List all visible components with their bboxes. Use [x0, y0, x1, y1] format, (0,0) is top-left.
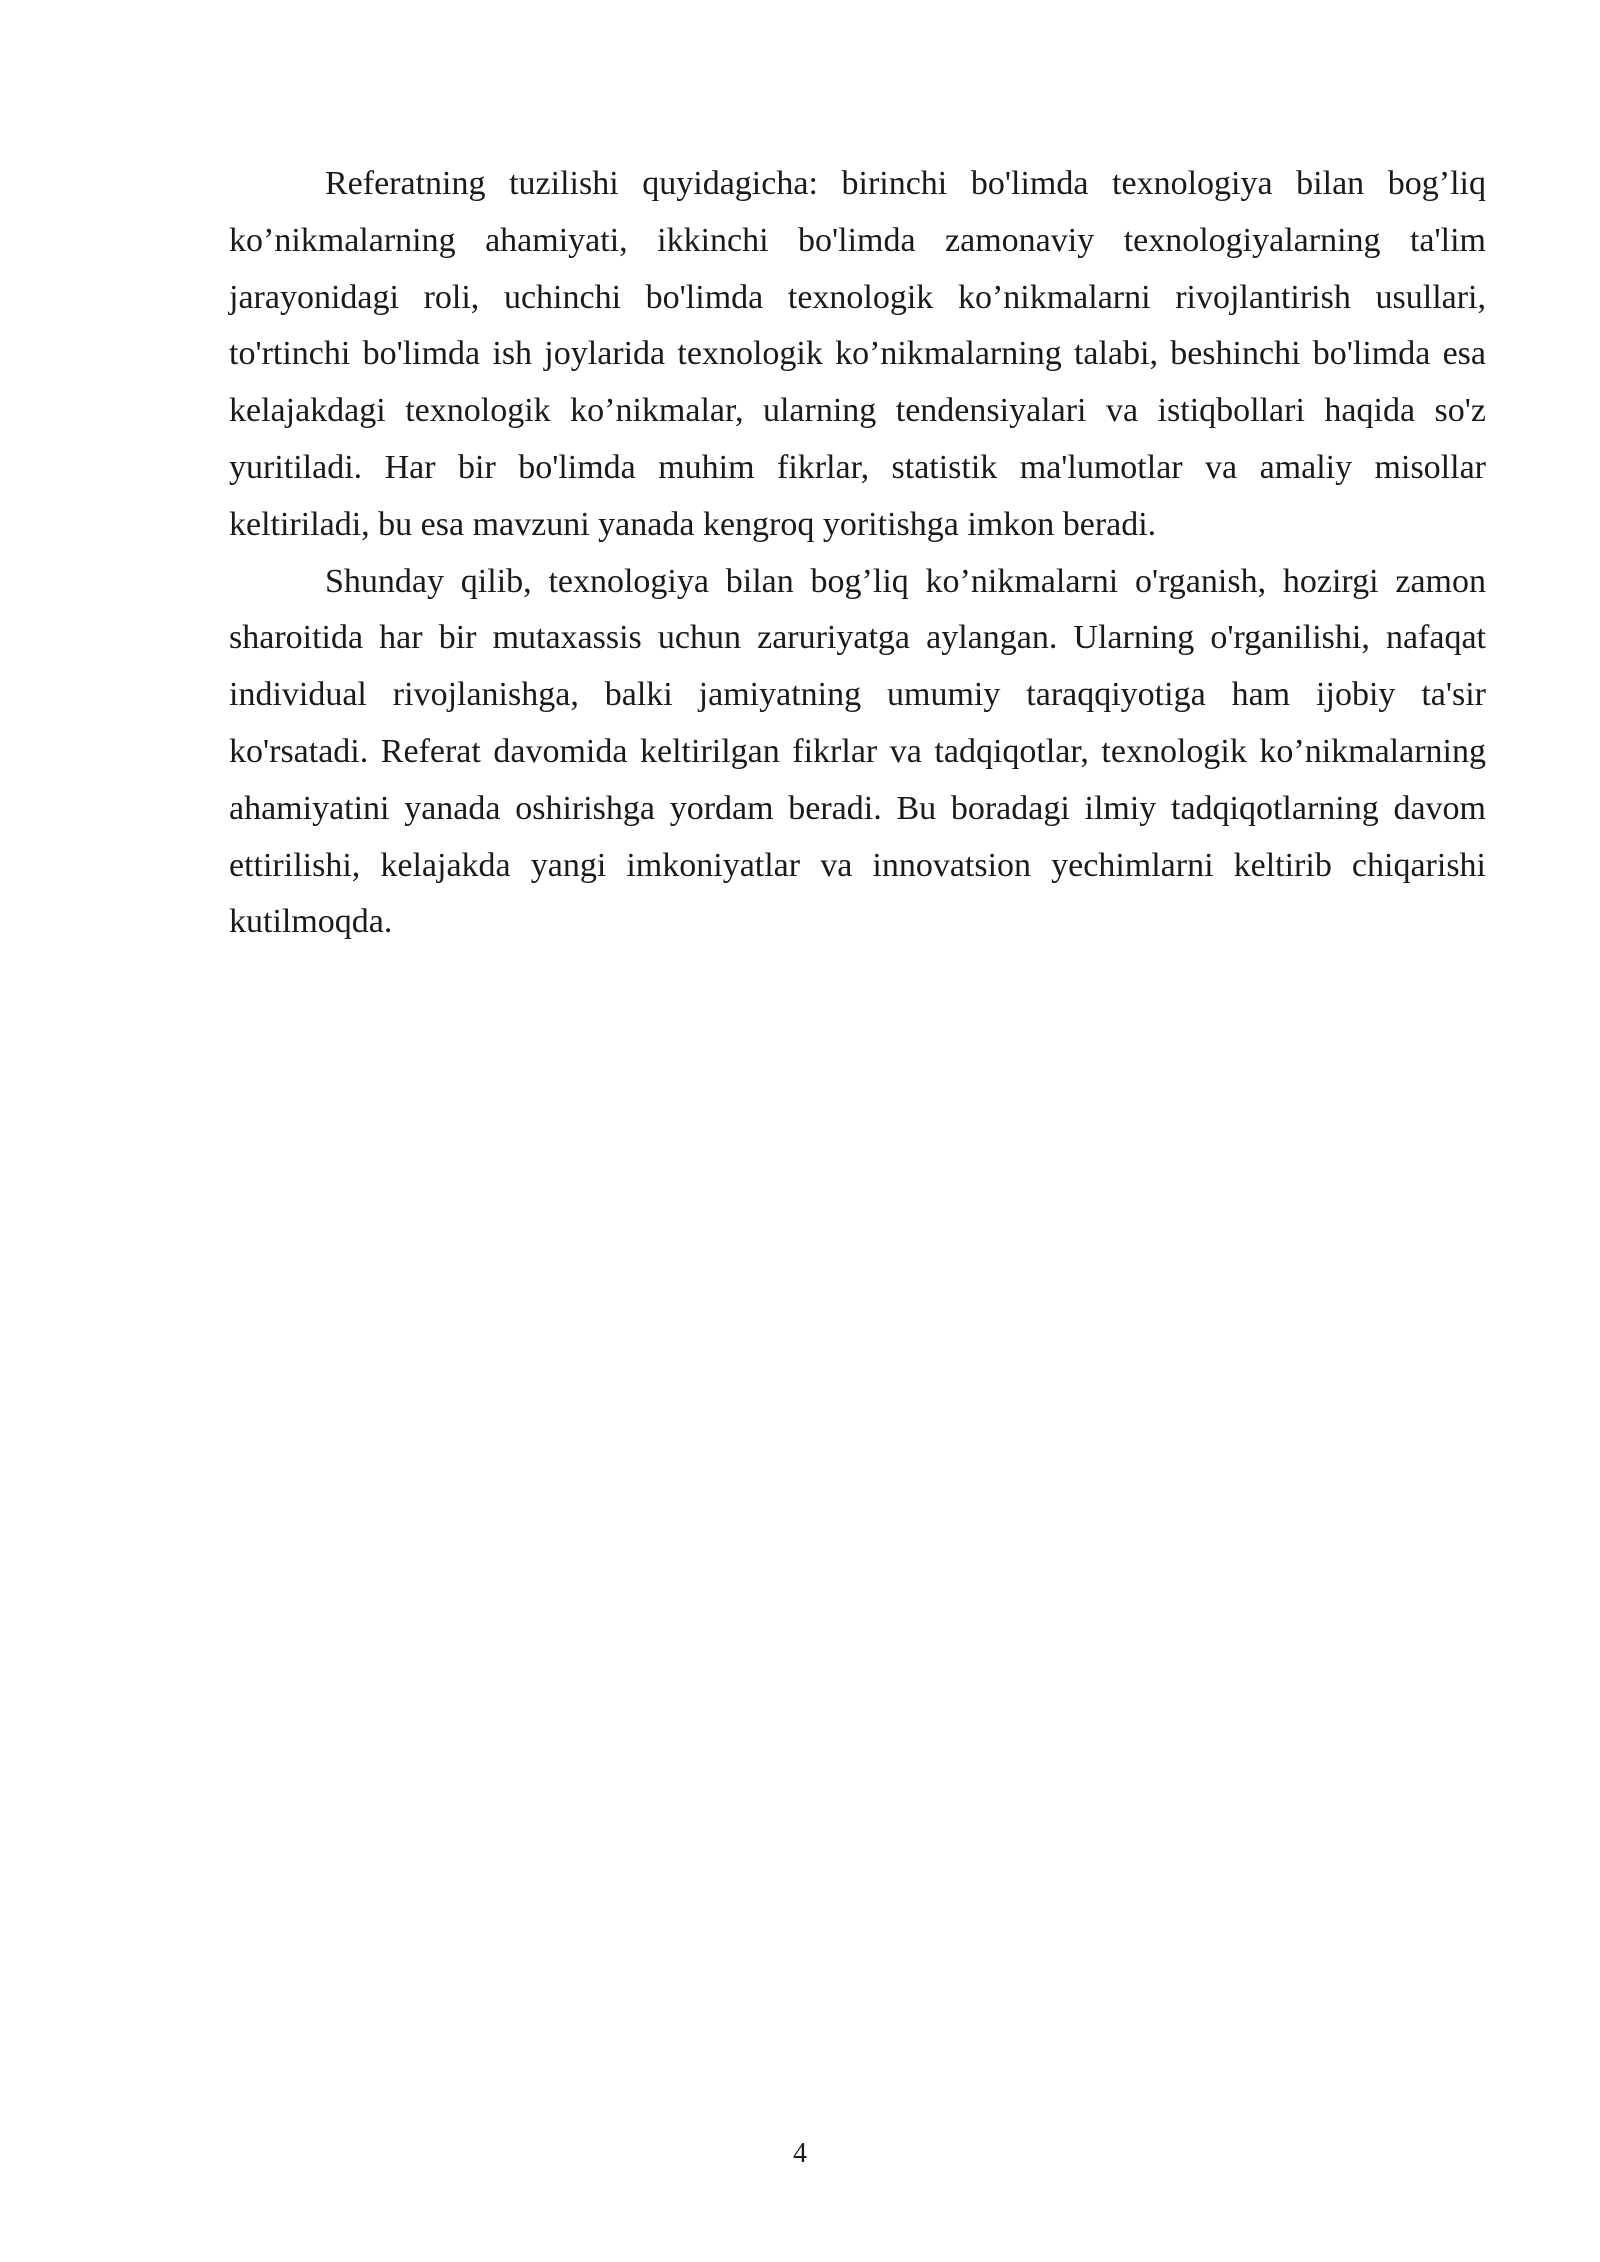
- page-number: 4: [793, 2138, 807, 2169]
- body-text: [229, 156, 1486, 951]
- paragraph-conclusion: Shunday qilib, texnologiya bilan bog’liq ko’nikmalarni o'rganish, hozirgi zamon sharoitida har bir mutaxassis uchun zaruriyatga aylangan. Ularning o'rganilishi, nafaqat individual rivojlanishga, balki jamiyatning umumiy taraqqiyotiga ham ijobiy ta'sir ko'rsatadi. Referat davomida keltirilgan fikrlar va tadqiqotlar, texnologik ko’nikmalarning ahamiyatini yanada oshirishga yordam beradi. Bu boradagi ilmiy tadqiqotlarning davom ettirilishi, kelajakda yangi imkoniyatlar va innovatsion yechimlarni keltirib chiqarishi kutilmoqda.: [229, 562, 1486, 941]
- paragraph-structure-overview: Referatning tuzilishi quyidagicha: birinchi bo'limda texnologiya bilan bog’liq ko’nikmalarning ahamiyati, ikkinchi bo'limda zamonaviy texnologiyalarning ta'lim jarayonidagi roli, uchinchi bo'limda texnologik ko’nikmalarni rivojlantirish usullari, to'rtinchi bo'limda ish joylarida texnologik ko’nikmalarning talabi, beshinchi bo'limda esa kelajakdagi texnologik ko’nikmalar, ularning tendensiyalari va istiqbollari haqida so'z yuritiladi. Har bir bo'limda muhim fikrlar, statistik ma'lumotlar va amaliy misollar keltiriladi, bu esa mavzuni yanada kengroq yoritishga imkon beradi.: [229, 165, 1486, 543]
